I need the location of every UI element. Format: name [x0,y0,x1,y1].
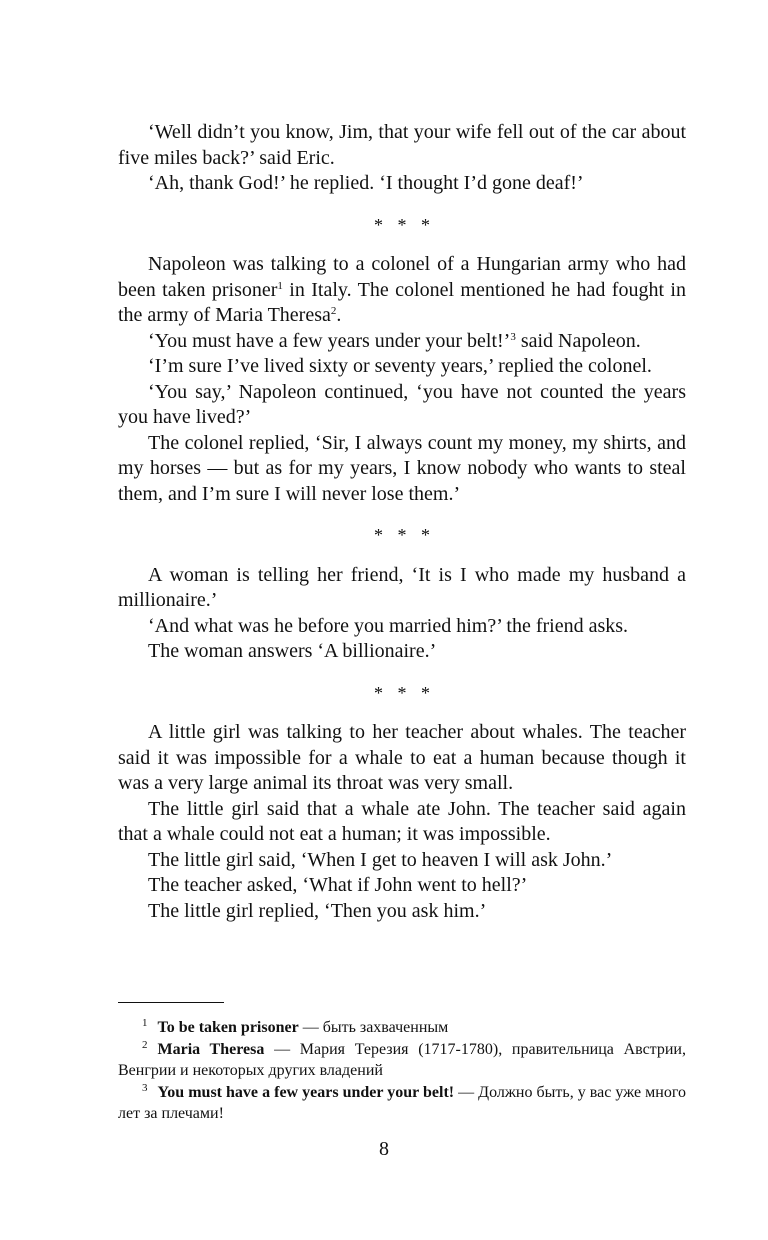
footnote-number: 3 [142,1081,148,1094]
footnote-ref: 2 [330,305,337,317]
footnotes [118,1002,686,1125]
footnote-divider [118,1002,224,1003]
section-separator: * * * [374,682,430,703]
footnote-term: You must have a few years under your belt! [157,1083,455,1101]
footnote [118,1082,686,1125]
footnote-term: To be taken prisoner [157,1019,299,1036]
paragraph: The teacher asked, ‘What if John went to hell?’ [148,874,528,896]
paragraph: ‘Ah, thank God!’ he replied. ‘I thought I’d gone deaf!’ [148,172,584,194]
paragraph: ‘Well didn’t you know, Jim, that your wife fell out of the car about five miles back?’ said Eric. [118,121,686,169]
text-run: ‘You must have a few years under your belt!’ [148,329,511,352]
paragraph: The colonel replied, ‘Sir, I always count my money, my shirts, and my horses — but as for my years, I know nobody who wants to steal them, and I’m sure I will never lose them.’ [118,431,686,505]
text-run: Napoleon was talking to a colonel of a Hungarian army who had been taken prisoner [118,253,686,301]
footnote-text: — быть захваченным [298,1019,449,1036]
footnote-text: — Мария Терезия (1717-1780), правительница Австрии, Венгрии и некоторых других владений [118,1040,686,1079]
paragraph: The little girl said that a whale ate John. The teacher said again that a whale could not eat a human; it was impossible. [118,797,686,845]
section-separator: * * * [374,525,430,545]
paragraph [118,252,686,329]
section-separator: * * * [374,214,430,235]
paragraph: The little girl said, ‘When I get to heaven I will ask John.’ [148,848,613,871]
main-text [118,120,686,924]
text-run: in Italy. The colonel mentioned he had fought in the army of Maria Theresa [118,278,686,326]
paragraph: ‘And what was he before you married him?’ the friend asks. [148,614,629,637]
paragraph: A woman is telling her friend, ‘It is I who made my husband a millionaire.’ [118,563,686,611]
paragraph: The little girl replied, ‘Then you ask him.’ [148,899,487,922]
paragraph: A little girl was talking to her teacher about whales. The teacher said it was impossible for a whale to eat a human because though it was a very large animal its throat was very small. [118,721,686,794]
paragraph: ‘You say,’ Napoleon continued, ‘you have not counted the years you have lived?’ [118,380,686,428]
text-run: . [336,304,342,326]
paragraph: The woman answers ‘A billionaire.’ [148,640,437,662]
paragraph [118,329,686,355]
footnote-ref: 3 [510,330,516,343]
footnote-ref: 1 [277,279,283,292]
footnote-term: Maria Theresa [157,1040,265,1058]
footnote-text: — Должно быть, у вас уже много лет за плечами! [118,1083,686,1122]
page-number: 8 [379,1138,389,1160]
footnote [118,1039,686,1082]
text-run: said Napoleon. [515,329,641,352]
paragraph: ‘I’m sure I’ve lived sixty or seventy years,’ replied the colonel. [148,355,652,377]
footnote-number: 2 [142,1038,148,1051]
footnote-number: 1 [142,1017,148,1029]
footnote [118,1017,686,1039]
